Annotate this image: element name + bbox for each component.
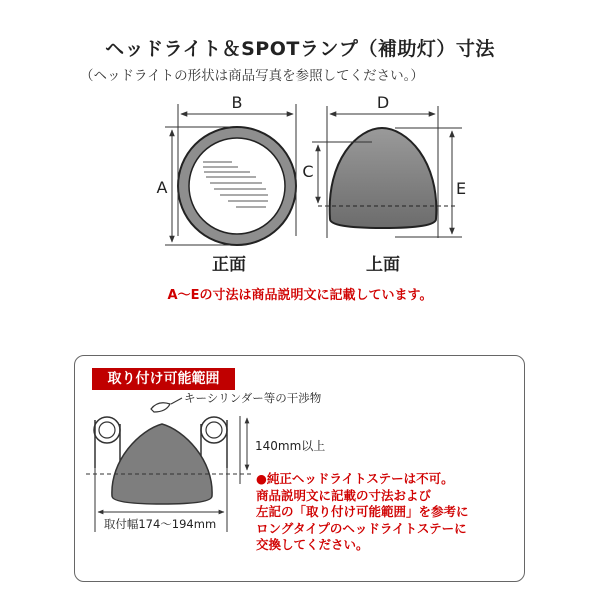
front-view-label: 正面 — [212, 255, 246, 275]
front-view — [157, 93, 296, 275]
key-cylinder-label: キーシリンダー等の干渉物 — [184, 391, 322, 405]
dimension-note: A～Eの寸法は商品説明文に記載しています。 — [167, 288, 433, 303]
page-title: ヘッドライト＆SPOTランプ（補助灯）寸法 — [105, 38, 495, 60]
top-view-label: 上面 — [366, 255, 400, 275]
dimension-e-label: E — [456, 179, 467, 198]
mounting-note-line: 左記の「取り付け可能範囲」を参考に — [256, 504, 469, 519]
mounting-note-line: 商品説明文に記載の寸法および — [256, 487, 432, 503]
dimension-c-label: C — [302, 162, 314, 181]
mount-width-label: 取付幅174～194mm — [103, 517, 217, 531]
dimension-a-label: A — [156, 178, 168, 197]
mounting-note-line: 交換してください。 — [256, 537, 369, 552]
page-subtitle: （ヘッドライトの形状は商品写真を参照してください。） — [80, 68, 424, 84]
dimension-d-label: D — [376, 93, 390, 112]
mounting-note-line: ●純正ヘッドライトステーは不可。 — [256, 471, 454, 486]
top-view — [302, 93, 466, 275]
clearance-label: 140mm以上 — [255, 439, 326, 453]
headlight-front-lens — [189, 138, 285, 234]
dimension-b-label: B — [231, 93, 243, 112]
mounting-range-title: 取り付け可能範囲 — [92, 368, 235, 390]
headlight-top-dome — [330, 128, 437, 228]
mounting-note — [256, 471, 518, 554]
mounting-note-line: ロングタイプのヘッドライトステーに — [256, 520, 467, 536]
